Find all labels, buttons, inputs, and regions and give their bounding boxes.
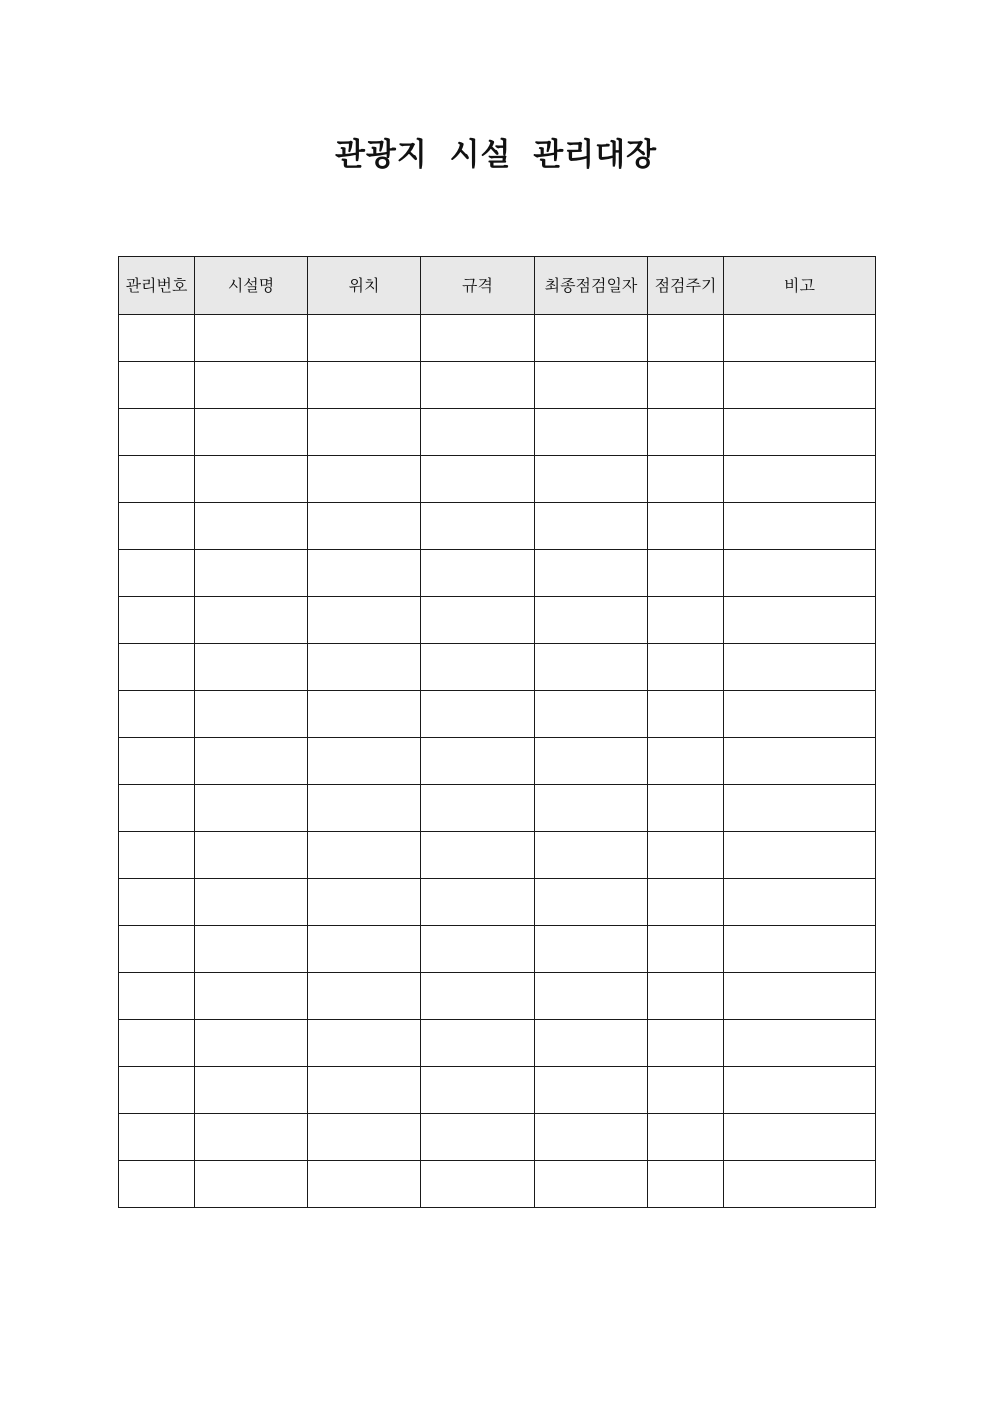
table-cell[interactable] [535,785,648,832]
table-cell[interactable] [421,973,535,1020]
table-cell[interactable] [535,926,648,973]
table-cell[interactable] [195,1067,308,1114]
table-cell[interactable] [724,362,876,409]
table-cell[interactable] [308,409,421,456]
table-cell[interactable] [421,1161,535,1208]
table-cell[interactable] [535,503,648,550]
table-cell[interactable] [648,879,724,926]
table-cell[interactable] [195,738,308,785]
table-row [119,456,876,503]
header-label: 규격 [462,276,493,295]
table-cell[interactable] [421,1067,535,1114]
table-cell[interactable] [421,738,535,785]
table-cell[interactable] [195,503,308,550]
table-cell[interactable] [195,409,308,456]
table-cell[interactable] [421,1020,535,1067]
table-cell[interactable] [648,597,724,644]
table-cell[interactable] [421,503,535,550]
table-row [119,879,876,926]
table-row [119,644,876,691]
table-cell[interactable] [421,785,535,832]
table-cell[interactable] [421,644,535,691]
table-cell[interactable] [724,926,876,973]
table-cell[interactable] [535,597,648,644]
table-row [119,597,876,644]
table-cell[interactable] [119,315,195,362]
header-facility-name [195,257,308,315]
header-remarks [724,257,876,315]
table-cell[interactable] [421,597,535,644]
table-cell[interactable] [195,550,308,597]
table-header-row [119,257,876,315]
table-cell[interactable] [195,597,308,644]
table-cell[interactable] [119,738,195,785]
table-cell[interactable] [535,832,648,879]
table-cell[interactable] [648,1067,724,1114]
table-cell[interactable] [421,879,535,926]
table-row [119,1020,876,1067]
table-cell[interactable] [195,644,308,691]
facility-ledger-table [118,256,876,1208]
table-cell[interactable] [421,1114,535,1161]
table-cell[interactable] [535,973,648,1020]
table-cell[interactable] [308,926,421,973]
table-cell[interactable] [724,973,876,1020]
table-cell[interactable] [535,456,648,503]
table-cell[interactable] [119,550,195,597]
header-label: 위치 [348,276,380,295]
table-cell[interactable] [724,832,876,879]
header-management-number [119,257,195,315]
table-cell[interactable] [308,1067,421,1114]
table-cell[interactable] [648,973,724,1020]
table-cell[interactable] [724,1161,876,1208]
table-cell[interactable] [724,503,876,550]
table-cell[interactable] [308,503,421,550]
table-cell[interactable] [308,691,421,738]
table-cell[interactable] [648,550,724,597]
table-cell[interactable] [535,1114,648,1161]
table-cell[interactable] [648,832,724,879]
table-cell[interactable] [308,1114,421,1161]
table-row [119,409,876,456]
header-specification [421,257,535,315]
table-cell[interactable] [119,691,195,738]
header-label: 비고 [784,276,815,295]
table-cell[interactable] [308,973,421,1020]
table-cell[interactable] [648,738,724,785]
table-cell[interactable] [195,1114,308,1161]
table-row [119,926,876,973]
table-cell[interactable] [648,785,724,832]
table-cell[interactable] [119,409,195,456]
table-cell[interactable] [308,456,421,503]
table-row [119,832,876,879]
table-cell[interactable] [535,550,648,597]
table-cell[interactable] [195,691,308,738]
table-cell[interactable] [648,503,724,550]
table-cell[interactable] [308,1161,421,1208]
table-cell[interactable] [535,1067,648,1114]
table-cell[interactable] [195,1020,308,1067]
table-cell[interactable] [648,691,724,738]
table-cell[interactable] [724,738,876,785]
table-row [119,503,876,550]
header-label: 최종점검일자 [544,276,638,295]
table-cell[interactable] [421,315,535,362]
table-cell[interactable] [308,644,421,691]
table-row [119,973,876,1020]
table-cell[interactable] [724,1020,876,1067]
table-cell[interactable] [648,1020,724,1067]
table-cell[interactable] [535,1161,648,1208]
header-last-inspection-date [535,257,648,315]
table-cell[interactable] [648,362,724,409]
table-cell[interactable] [724,315,876,362]
table-cell[interactable] [195,456,308,503]
table-cell[interactable] [195,315,308,362]
table-cell[interactable] [724,644,876,691]
table-cell[interactable] [195,362,308,409]
table-cell[interactable] [195,973,308,1020]
header-label: 점검주기 [654,276,717,295]
table-row [119,691,876,738]
table-row [119,550,876,597]
table-cell[interactable] [119,644,195,691]
header-inspection-cycle [648,257,724,315]
table-cell[interactable] [535,409,648,456]
table-row [119,362,876,409]
table-cell[interactable] [648,456,724,503]
table-cell[interactable] [195,1161,308,1208]
table-cell[interactable] [535,315,648,362]
table-cell[interactable] [421,409,535,456]
table-cell[interactable] [724,409,876,456]
table-cell[interactable] [724,1114,876,1161]
table-cell[interactable] [308,879,421,926]
table-cell[interactable] [119,973,195,1020]
table-cell[interactable] [195,832,308,879]
table-row [119,785,876,832]
table-cell[interactable] [421,926,535,973]
table-cell[interactable] [119,1161,195,1208]
table-cell[interactable] [421,691,535,738]
table-cell[interactable] [421,362,535,409]
table-row [119,738,876,785]
table-cell[interactable] [535,738,648,785]
header-label: 시설명 [227,276,275,295]
table-cell[interactable] [119,832,195,879]
table-cell[interactable] [648,1161,724,1208]
table-cell[interactable] [119,926,195,973]
table-cell[interactable] [535,879,648,926]
table-cell[interactable] [308,738,421,785]
table-cell[interactable] [724,1067,876,1114]
table-cell[interactable] [648,409,724,456]
table-cell[interactable] [119,1067,195,1114]
table-cell[interactable] [535,362,648,409]
table-cell[interactable] [648,644,724,691]
table-cell[interactable] [724,879,876,926]
table-cell[interactable] [119,785,195,832]
table-row [119,315,876,362]
table-cell[interactable] [119,879,195,926]
table-cell[interactable] [308,597,421,644]
table-cell[interactable] [421,550,535,597]
table-cell[interactable] [724,785,876,832]
table-cell[interactable] [421,456,535,503]
table-cell[interactable] [648,1114,724,1161]
table-cell[interactable] [119,1114,195,1161]
table-cell[interactable] [421,832,535,879]
table-row [119,1161,876,1208]
table-cell[interactable] [648,926,724,973]
table-row [119,1114,876,1161]
table-cell[interactable] [648,315,724,362]
table-cell[interactable] [119,597,195,644]
table-cell[interactable] [119,362,195,409]
header-label: 관리번호 [125,276,188,295]
table-cell[interactable] [724,550,876,597]
table-cell[interactable] [195,926,308,973]
table-cell[interactable] [724,597,876,644]
table-cell[interactable] [535,1020,648,1067]
table-cell[interactable] [535,644,648,691]
table-cell[interactable] [308,550,421,597]
table-cell[interactable] [308,832,421,879]
page-title: 관광지 시설 관리대장 [334,137,658,173]
table-cell[interactable] [119,503,195,550]
header-location [308,257,421,315]
table-cell[interactable] [724,691,876,738]
table-cell[interactable] [535,691,648,738]
table-cell[interactable] [724,456,876,503]
table-cell[interactable] [308,362,421,409]
table-cell[interactable] [119,1020,195,1067]
table-cell[interactable] [195,785,308,832]
table-cell[interactable] [308,785,421,832]
table-body [119,315,876,1208]
table-row [119,1067,876,1114]
table-cell[interactable] [308,315,421,362]
table-cell[interactable] [308,1020,421,1067]
table-cell[interactable] [119,456,195,503]
table-cell[interactable] [195,879,308,926]
